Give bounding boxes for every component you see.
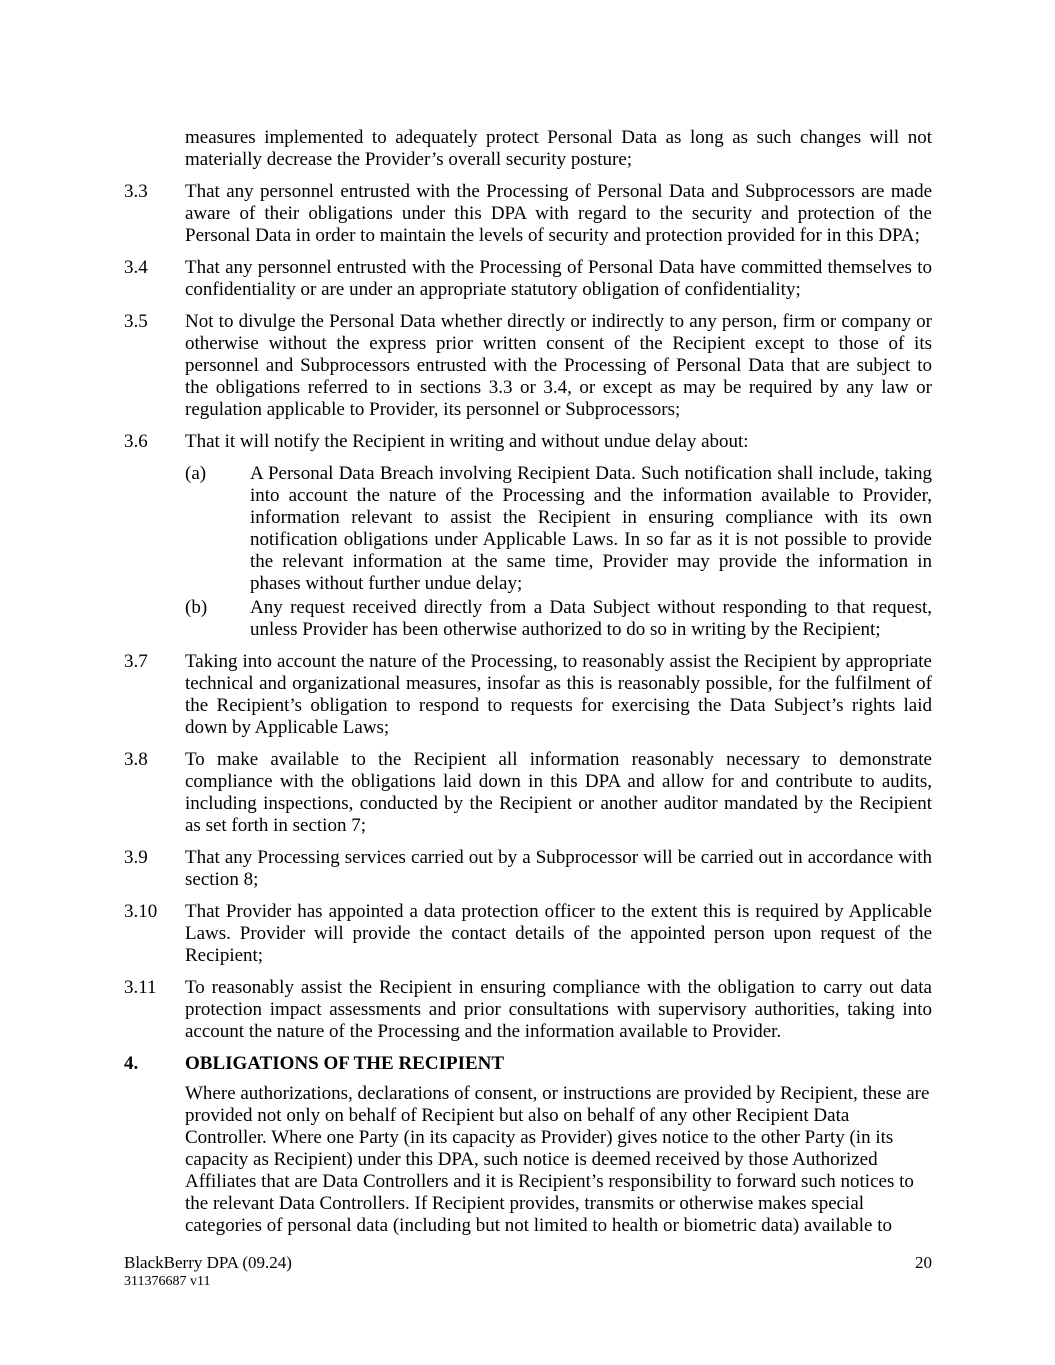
clause-text: To make available to the Recipient all information reasonably necessary to demonstrate compliance with the obligations laid down in this DPA and allow for and contribute to audits, including inspections, conducted by the Recipient or another auditor mandated by the Recipient as set forth in section 7; (185, 749, 932, 836)
clause-3-5 (124, 311, 932, 421)
clause-text: That Provider has appointed a data protection officer to the extent this is required by Applicable Laws. Provider will provide the contact details of the appointed person upon request of the Recipient; (185, 901, 932, 966)
clause-text: Not to divulge the Personal Data whether directly or indirectly to any person, firm or company or otherwise without the express prior written consent of the Recipient except to those of its personnel and Subprocessors entrusted with the Processing of Personal Data that are subject to the obligations referred to in sections 3.3 or 3.4, or except as may be required by any law or regulation applicable to Provider, its personnel or Subprocessors; (185, 311, 932, 420)
clause-number: 3.4 (124, 257, 148, 278)
clause-3-6-a (185, 463, 932, 595)
clause-number: 3.6 (124, 431, 148, 452)
clause-number: 3.8 (124, 749, 148, 770)
clause-number: 3.3 (124, 181, 148, 202)
page-number: 20 (915, 1253, 932, 1272)
clause-3-3 (124, 181, 932, 247)
subclause-label: (b) (185, 597, 208, 618)
clause-number: 3.10 (124, 901, 158, 922)
clause-text: That any Processing services carried out by a Subprocessor will be carried out in accordance with section 8; (185, 847, 932, 890)
footer-doc-id: 311376687 v11 (124, 1274, 211, 1289)
clause-text: Taking into account the nature of the Processing, to reasonably assist the Recipient by appropriate technical and organizational measures, insofar as this is reasonably possible, for the fulfilment of the Recipient’s obligation to respond to requests for exercising the Data Subject’s rights laid down by Applicable Laws; (185, 651, 932, 738)
document-page (124, 127, 932, 1247)
clause-3-6-b (185, 597, 932, 641)
subclause-text: A Personal Data Breach involving Recipient Data. Such notification shall include, taking into account the nature of the Processing and the information available to Provider, information relevant to assist the Recipient in ensuring compliance with its own notification obligations under Applicable Laws. In so far as it is not possible to provide the relevant information at the same time, Provider may provide the information in phases without further undue delay; (250, 463, 932, 594)
section-number: 4. (124, 1053, 139, 1074)
clause-3-4 (124, 257, 932, 301)
clause-number: 3.5 (124, 311, 148, 332)
paragraph-section-4: Where authorizations, declarations of consent, or instructions are provided by Recipient, these are provided not only on behalf of Recipient but also on behalf of any other Recipient Data Controller. Where one Party (in its capacity as Provider) gives notice to the other Party (in its capacity as Recipient) under this DPA, such notice is deemed received by those Authorized Affiliates that are Data Controllers and it is Recipient’s responsibility to forward such notices to the relevant Data Controllers. If Recipient provides, transmits or otherwise makes special categories of personal data (including but not limited to health or biometric data) available to (185, 1083, 930, 1236)
clause-text: That any personnel entrusted with the Processing of Personal Data and Subprocessors are made aware of their obligations under this DPA with regard to the security and protection of the Personal Data in order to maintain the levels of security and protection provided for in this DPA; (185, 181, 932, 246)
page-footer (124, 1252, 932, 1291)
clause-number: 3.11 (124, 977, 157, 998)
section-4-heading (124, 1053, 932, 1075)
clause-3-9 (124, 847, 932, 891)
clause-3-8 (124, 749, 932, 837)
clause-text: To reasonably assist the Recipient in ensuring compliance with the obligation to carry out data protection impact assessments and prior consultations with supervisory authorities, taking into account the nature of the Processing and the information available to Provider. (185, 977, 932, 1042)
clause-text: That any personnel entrusted with the Processing of Personal Data have committed themselves to confidentiality or are under an appropriate statutory obligation of confidentiality; (185, 257, 932, 300)
clause-number: 3.7 (124, 651, 148, 672)
section-title: OBLIGATIONS OF THE RECIPIENT (185, 1053, 505, 1074)
footer-doc-title: BlackBerry DPA (09.24) (124, 1253, 292, 1272)
clause-number: 3.9 (124, 847, 148, 868)
clause-3-11 (124, 977, 932, 1043)
clause-text: That it will notify the Recipient in writing and without undue delay about: (185, 431, 749, 452)
footer-left (124, 1252, 292, 1291)
clause-3-10 (124, 901, 932, 967)
clause-3-6 (124, 431, 932, 453)
subclause-text: Any request received directly from a Data Subject without responding to that request, unless Provider has been otherwise authorized to do so in writing by the Recipient; (250, 597, 932, 640)
paragraph-continuation: measures implemented to adequately protect Personal Data as long as such changes will not materially decrease the Provider’s overall security posture; (185, 127, 932, 170)
clause-3-7 (124, 651, 932, 739)
subclause-label: (a) (185, 463, 207, 484)
